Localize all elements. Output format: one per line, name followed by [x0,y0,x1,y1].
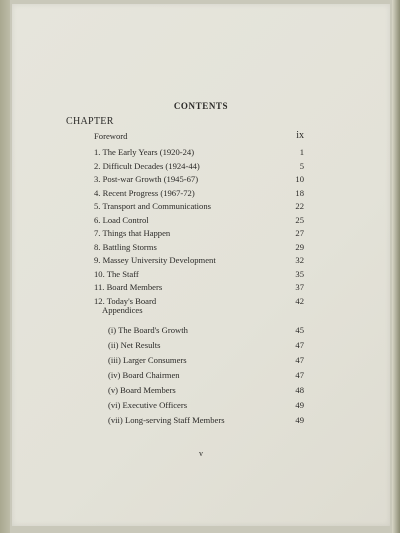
toc-entry-foreword [12,130,390,142]
appendix-entry [12,369,390,381]
toc-entry-page: 10 [295,174,304,184]
appendix-entry-page: 49 [295,415,304,425]
appendix-entry-page: 47 [295,370,304,380]
toc-entry [12,187,390,199]
book-edge [392,0,400,533]
appendix-entry-page: 47 [295,355,304,365]
toc-entry-label: Foreword [94,131,128,141]
book-spine [0,0,10,533]
toc-entry [12,268,390,280]
appendix-entry-label: (ii) Net Results [108,340,161,350]
toc-entry-label: 6. Load Control [94,214,149,225]
toc-entry-page: 37 [295,282,304,292]
toc-entry-label: 9. Massey University Development [94,255,216,265]
toc-entry-label: 12. Today's Board [94,295,157,306]
appendix-entry-label: (v) Board Members [108,385,176,395]
toc-entry [12,227,390,239]
appendix-entry-page: 48 [295,385,304,395]
appendix-entry-page: 47 [295,340,304,350]
appendix-entry-label: (vi) Executive Officers [108,400,188,410]
toc-entry [12,173,390,185]
appendix-entry-label: (vii) Long-serving Staff Members [108,415,225,425]
toc-entry-page: 5 [299,160,304,171]
appendix-entry [12,324,390,336]
chapter-heading: CHAPTER [66,116,114,127]
toc-entry [12,200,390,212]
toc-entry-label: 8. Battling Storms [94,241,157,252]
page-number: v [199,449,203,458]
toc-entry-page: 18 [295,187,304,198]
toc-entry [12,281,390,293]
toc-entry-label: 11. Board Members [94,282,163,292]
appendix-entry-label: (iii) Larger Consumers [108,355,187,365]
toc-entry-page: 27 [295,228,304,238]
toc-entry [12,295,390,307]
appendix-entry-label: (iv) Board Chairmen [108,370,180,380]
toc-entry-page: 22 [295,201,304,211]
appendix-entry [12,354,390,366]
appendix-entry-label: (i) The Board's Growth [108,325,188,335]
toc-entry-page: 1 [299,147,304,157]
toc-entry-page: 32 [295,255,304,265]
toc-entry-label: 2. Difficult Decades (1924-44) [94,160,200,171]
toc-entry [12,214,390,226]
toc-entry [12,160,390,172]
appendix-entry-page: 49 [295,400,304,410]
toc-entry [12,241,390,253]
toc-entry-label: 3. Post-war Growth (1945-67) [94,174,199,184]
appendix-entry [12,399,390,411]
toc-entry [12,254,390,266]
toc-entry-label: 4. Recent Progress (1967-72) [94,187,195,198]
toc-entry-label: 10. The Staff [94,268,139,279]
appendix-entry [12,384,390,396]
toc-entry-page: 25 [295,214,304,225]
toc-entry-label: 7. Things that Happen [94,228,171,238]
appendix-entry-page: 45 [295,325,304,335]
book-page [12,4,390,526]
toc-entry-page: 29 [295,241,304,252]
appendices-heading: Appendices [102,305,143,315]
contents-title: CONTENTS [173,101,229,111]
toc-entry-label: 1. The Early Years (1920-24) [94,147,195,157]
toc-entry-page: 35 [295,268,304,279]
toc-entry-page: ix [296,130,304,141]
appendix-entry [12,339,390,351]
toc-entry-label: 5. Transport and Communications [94,201,211,211]
toc-entry [12,146,390,158]
toc-entry-page: 42 [295,295,304,306]
appendix-entry [12,414,390,426]
